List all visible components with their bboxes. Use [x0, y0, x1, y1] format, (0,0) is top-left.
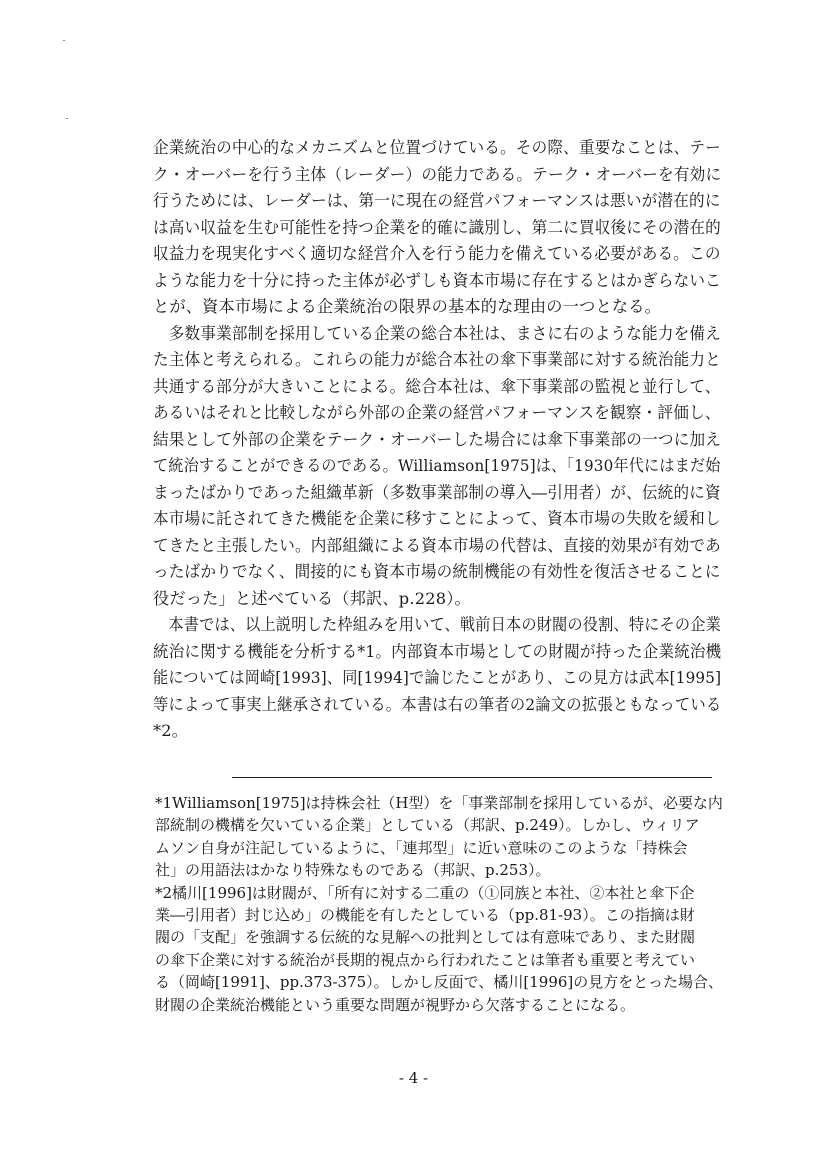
body-line: 共通する部分が大きいことによる。総合本社は、傘下事業部の監視と並行して、 — [153, 376, 721, 396]
body-line: て統治することができるのである。Williamson[1975]は、「1930年代にはまだ始 — [153, 456, 721, 475]
body-line: 企業統治の中心的なメカニズムと位置づけている。その際、重要なことは、テー — [153, 138, 721, 157]
footnote-line: *1Williamson[1975]は持株会社（H型）を「事業部制を採用しているが、必要な内 — [155, 794, 723, 812]
footnote-separator — [232, 777, 712, 778]
scan-speck — [63, 40, 65, 41]
body-line: とが、資本市場による企業統治の限界の基本的な理由の一つとなる。 — [153, 297, 662, 316]
footnote-line: 閥の「支配」を強調する伝統的な見解への批判としては有意味であり、また財閥 — [155, 928, 696, 947]
body-line: てきたと主張したい。内部組織による資本市場の代替は、直接的効果が有効であ — [153, 535, 721, 555]
body-line: ような能力を十分に持った主体が必ずしも資本市場に存在するとはかぎらないこ — [153, 270, 721, 290]
body-line: 行うためには、レーダーは、第一に現在の経営パフォーマンスは悪いが潜在的に — [153, 191, 721, 210]
body-line: 結果として外部の企業をテーク・オーバーした場合には傘下事業部の一つに加え — [153, 429, 722, 449]
body-line: ク・オーバーを行う主体（レーダー）の能力である。テーク・オーバーを有効に — [153, 164, 722, 184]
footnote-line: 財閥の企業統治機能という重要な問題が視野から欠落することになる。 — [155, 995, 636, 1014]
footnote-line: る（岡崎[1991]、pp.373-375）。しかし反面で、橘川[1996]の見方をとった場合、 — [155, 973, 723, 992]
body-line: *2。 — [153, 721, 189, 740]
body-line: 本書では、以上説明した枠組みを用いて、戦前日本の財閥の役割、特にその企業 — [153, 615, 722, 634]
body-line: まったばかりであった組織革新（多数事業部制の導入―引用者）が、伝統的に資 — [153, 482, 721, 502]
body-line: 収益力を現実化すべく適切な経営介入を行う能力を備えている必要がある。この — [153, 244, 721, 263]
body-line: あるいはそれと比較しながら外部の企業の経営パフォーマンスを観察・評価し、 — [153, 403, 721, 422]
footnote-line: *2橘川[1996]は財閥が、「所有に対する二重の（①同族と本社、②本社と傘下企 — [155, 883, 695, 902]
footnotes — [155, 792, 723, 1016]
body-line: は高い収益を生む可能性を持つ企業を的確に識別し、第二に買収後にその潜在的 — [153, 217, 721, 237]
body-line: 役だった」と述べている（邦訳、p.228）。 — [153, 588, 471, 608]
footnote-line: ムソン自身が注記しているように、「連邦型」に近い意味のこのような「持株会 — [155, 838, 688, 857]
body-line: ったばかりでなく、間接的にも資本市場の統制機能の有効性を復活させることに — [153, 562, 721, 581]
footnote-line: の傘下企業に対する統治が長期的視点から行われたことは筆者も重要と考えてい — [155, 950, 696, 969]
body-line: 等によって事実上継承されている。本書は右の筆者の2論文の拡張ともなっている — [153, 694, 722, 714]
scan-speck — [66, 118, 68, 119]
body-line: 多数事業部制を採用している企業の総合本社は、まさに右のような能力を備え — [153, 323, 721, 343]
body-line: 統治に関する機能を分析する*1。内部資本市場としての財閥が持った企業統治機 — [153, 641, 722, 661]
page-number: - 4 - — [398, 1069, 429, 1087]
body-line: た主体と考えられる。これらの能力が総合本社の傘下事業部に対する統治能力と — [153, 350, 721, 369]
body-line: 本市場に託されてきた機能を企業に移すことによって、資本市場の失敗を緩和し — [153, 509, 721, 528]
body-text — [153, 135, 721, 745]
footnote-line: 業―引用者）封じ込め」の機能を有したとしている（pp.81-93）。この指摘は財 — [155, 905, 695, 924]
footnote-line: 部統制の機構を欠いている企業」としている（邦訳、p.249）。しかし、ウィリア — [155, 816, 700, 835]
body-line: 能については岡崎[1993]、同[1994]で論じたことがあり、この見方は武本[1995] — [153, 668, 722, 687]
footnote-line: 社」の用語法はかなり特殊なものである（邦訳、p.253）。 — [155, 861, 551, 880]
